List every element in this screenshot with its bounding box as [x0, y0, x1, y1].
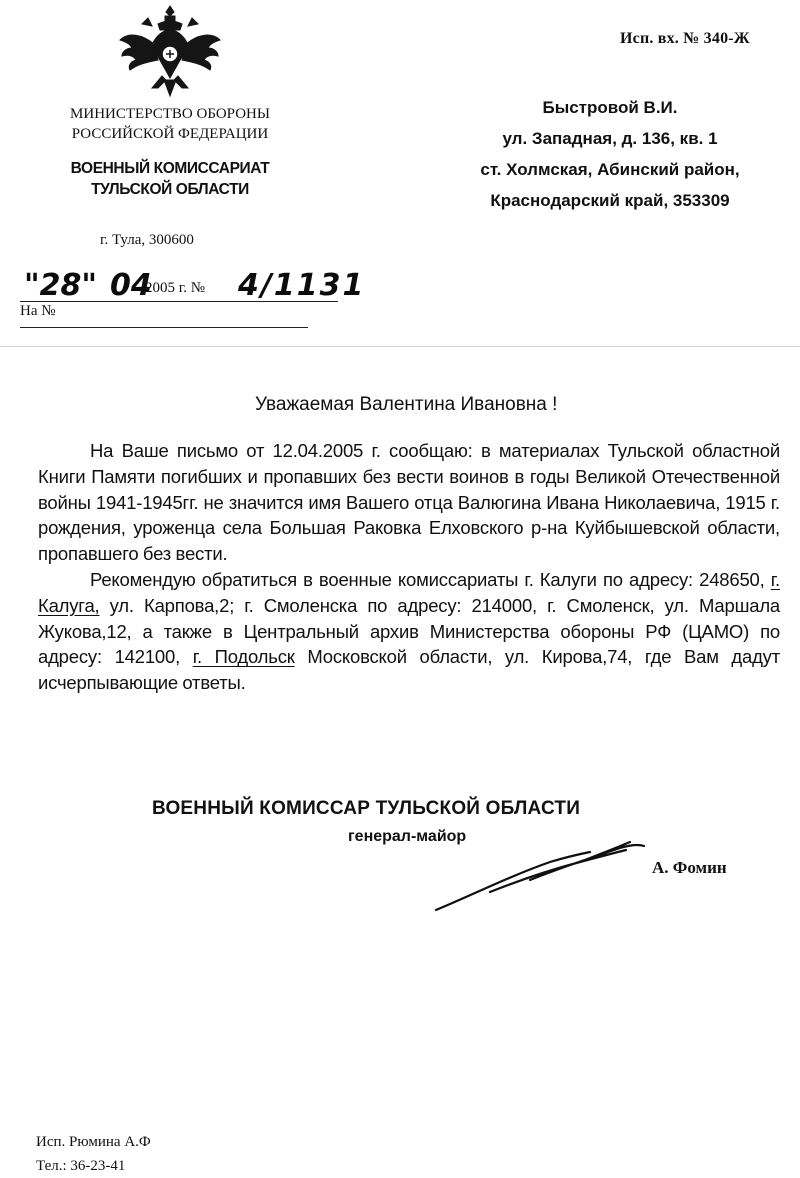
handwritten-signature [430, 836, 650, 916]
signatory-name: А. Фомин [652, 858, 727, 877]
incoming-number: Исп. вх. № 340-Ж [620, 30, 750, 47]
paragraph-2 [38, 567, 780, 696]
reference-line [20, 302, 310, 320]
paragraph-2-part-e: Московской области, ул. Кирова,74, где Вам дадут исчерпывающие ответы. [38, 646, 780, 694]
addressee-settlement: ст. Холмская, Абинский район, [480, 160, 740, 179]
addressee-block [440, 92, 780, 216]
executor-footer [36, 1130, 151, 1178]
executor-name: Исп. Рюмина А.Ф [36, 1134, 151, 1150]
sender-organization [20, 104, 320, 200]
signatory-title: ВОЕННЫЙ КОМИССАР ТУЛЬСКОЙ ОБЛАСТИ [152, 798, 581, 819]
sender-city: г. Тула, 300600 [100, 232, 194, 248]
ministry-line-2: РОССИЙСКОЙ ФЕДЕРАЦИИ [71, 126, 269, 142]
reference-label: На № [20, 303, 56, 319]
paragraph-1: На Ваше письмо от 12.04.2005 г. сообщаю: в материалах Тульской областной Книги Памяти погибших и пропавших без вести воинов в годы Великой Отечественной войны 1941-1945гг. не значится имя Вашего отца Валюгина Ивана Николаевича, 1915 г. рождения, уроженца села Большая Раковка Елховского р-на Куйбышевской области, пропавшего без вести. [38, 440, 780, 565]
salutation: Уважаемая Валентина Ивановна ! [255, 394, 558, 415]
reference-rule [20, 327, 308, 328]
date-month: 04 [110, 268, 152, 303]
outgoing-number: 4/1131 [238, 268, 366, 303]
ministry-line-1: МИНИСТЕРСТВО ОБОРОНЫ [70, 106, 270, 122]
paragraph-2-part-c: ул. Карпова,2; г. Смоленска по адресу: 214000, г. Смоленск, ул. Маршала Жукова,12, а также в Центральный архив Министерства обороны РФ (ЦАМО) по адресу: 142100, [38, 594, 780, 668]
double-headed-eagle-emblem [118, 4, 222, 98]
executor-phone: Тел.: 36-23-41 [36, 1158, 126, 1174]
addressee-street: ул. Западная, д. 136, кв. 1 [502, 129, 718, 148]
letter-body [38, 438, 780, 696]
commissariat-line-2: ТУЛЬСКОЙ ОБЛАСТИ [91, 181, 249, 198]
underlined-podolsk: г. Подольск [192, 646, 295, 668]
addressee-region: Краснодарский край, 353309 [490, 191, 730, 210]
addressee-name: Быстровой В.И. [542, 98, 678, 117]
underlined-kaluga: г. Калуга, [38, 568, 780, 616]
date-year-label: 2005 г. № [145, 280, 206, 296]
paragraph-2-part-a: Рекомендую обратиться в военные комиссариаты г. Калуги по адресу: 248650, [90, 568, 771, 590]
fold-line [0, 346, 800, 347]
signatory-rank: генерал-майор [348, 828, 467, 845]
commissariat-line-1: ВОЕННЫЙ КОМИССАРИАТ [70, 160, 270, 177]
date-day: "28" [24, 268, 98, 303]
